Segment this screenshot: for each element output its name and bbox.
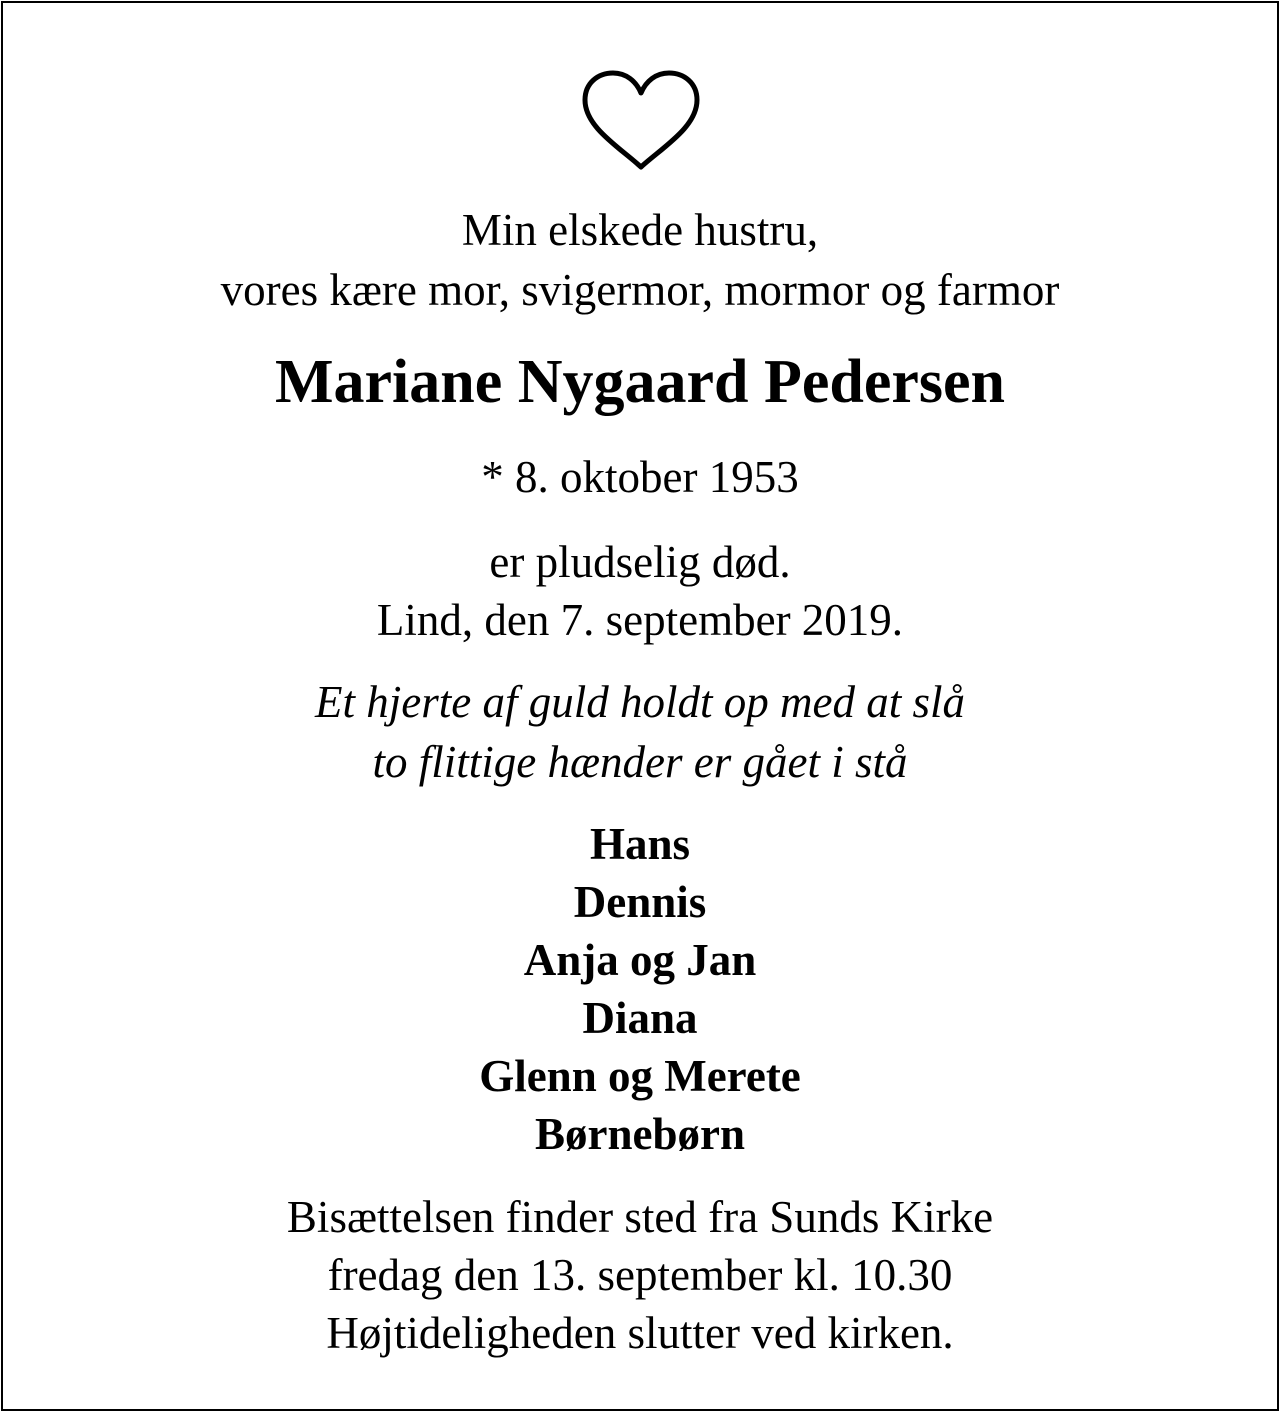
family-member: Diana [582,993,698,1043]
death-line-2: Lind, den 7. september 2019. [376,595,904,645]
poem-line-2: to flittige hænder er gået i stå [372,737,908,787]
heart-icon [579,69,703,173]
poem-line-1: Et hjerte af guld holdt op med at slå [315,677,965,727]
funeral-line-2: fredag den 13. september kl. 10.30 [327,1250,953,1300]
birth-date: * 8. oktober 1953 [481,452,799,502]
family-member: Hans [589,819,691,869]
death-line-1: er pludselig død. [489,537,791,587]
funeral-line-1: Bisættelsen finder sted fra Sunds Kirke [286,1192,994,1242]
obituary-card [1,1,1279,1411]
funeral-line-3: Højtideligheden slutter ved kirken. [326,1308,954,1358]
family-member: Glenn og Merete [479,1051,801,1101]
family-member: Børnebørn [534,1109,745,1159]
intro-line-2: vores kære mor, svigermor, mormor og farmor [220,265,1060,315]
family-member: Anja og Jan [523,935,757,985]
deceased-name: Mariane Nygaard Pedersen [274,348,1006,416]
intro-line-1: Min elskede hustru, [461,205,819,255]
family-member: Dennis [573,877,707,927]
